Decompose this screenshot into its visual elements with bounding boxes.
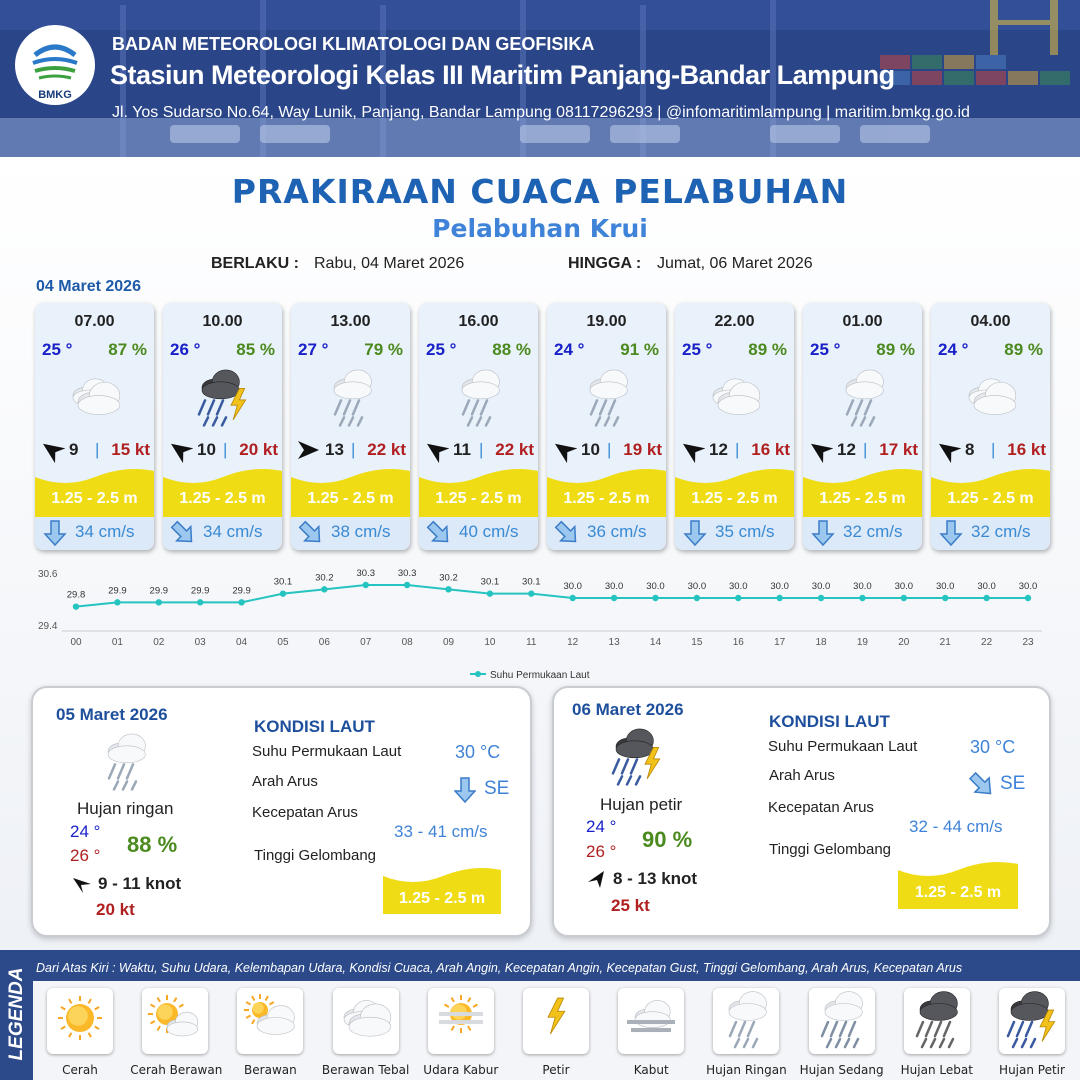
port-name: Pelabuhan Krui [432, 214, 648, 243]
legend-label: Suhu Permukaan Laut [490, 670, 590, 681]
slot-time: 01.00 [842, 313, 883, 330]
legend-description: Dari Atas Kiri : Waktu, Suhu Udara, Kelembapan Udara, Kondisi Cuaca, Arah Angin, Kecepatan Angin, Kecepatan Gust, Tinggi Gelombang, Arah Arus, Kecepatan Arus [33, 955, 1080, 981]
slot-wave-height: 1.25 - 2.5 m [563, 490, 650, 507]
current-arrow-icon [425, 519, 453, 547]
day3-wind-arrow [586, 869, 608, 894]
current-arrow-icon [681, 519, 709, 547]
slot-weather [953, 363, 1029, 438]
slot-current-direction [169, 519, 197, 550]
berawan-tebal-icon [57, 363, 133, 433]
forecast-card [163, 303, 282, 550]
current-arrow-icon [41, 519, 69, 547]
sst-point [611, 595, 617, 601]
sst-data-label: 30.0 [563, 581, 582, 592]
slot-current-speed: 40 cm/s [459, 522, 519, 541]
sst-data-label: 30.0 [646, 581, 665, 592]
slot-wave-height: 1.25 - 2.5 m [179, 490, 266, 507]
slot-wind-speed: 11 [453, 440, 471, 459]
sst-point [942, 595, 948, 601]
legend-item-label: Kabut [633, 1063, 669, 1077]
slot-time: 16.00 [458, 313, 499, 330]
sst-data-label: 29.8 [66, 589, 86, 601]
logo-text: BMKG [38, 89, 72, 101]
slot-weather [697, 363, 773, 438]
day3-dir: SE [1000, 773, 1026, 794]
sst-point [652, 595, 658, 601]
station-name: Stasiun Meteorologi Kelas III Maritim Panjang-Bandar Lampung [110, 60, 895, 90]
day2-speed: 33 - 41 cm/s [394, 822, 488, 841]
header-banner [0, 0, 1080, 157]
x-tick-label: 12 [567, 637, 579, 648]
legend-item-hujan-sedang [809, 988, 875, 1054]
day2-date: 05 Maret 2026 [56, 705, 168, 724]
x-tick-label: 06 [318, 637, 330, 648]
forecast-card [291, 303, 410, 550]
day2-speed-label: Kecepatan Arus [252, 804, 358, 821]
x-tick-label: 19 [856, 637, 868, 648]
wind-direction-icon [295, 437, 321, 463]
slot-temperature: 25 ° [810, 340, 841, 359]
slot-humidity: 79 % [364, 340, 403, 359]
slot-wave-height: 1.25 - 2.5 m [819, 490, 906, 507]
slot-humidity: 89 % [748, 340, 787, 359]
x-tick-label: 15 [691, 637, 703, 648]
sst-data-label: 30.0 [604, 581, 624, 592]
valid-from: Rabu, 04 Maret 2026 [314, 255, 465, 272]
sst-data-label: 29.9 [108, 585, 127, 597]
arrow-down-right-icon [968, 771, 996, 799]
day2-condition: Hujan ringan [77, 799, 174, 818]
day3-condition: Hujan petir [600, 795, 683, 814]
x-tick-label: 00 [70, 637, 82, 648]
slot-temperature: 24 ° [938, 340, 969, 359]
sst-point [735, 595, 741, 601]
sst-point [280, 590, 286, 596]
slot-humidity: 88 % [492, 340, 531, 359]
slot-humidity: 89 % [876, 340, 915, 359]
valid-to-label: HINGGA : [568, 255, 642, 272]
sst-data-label: 30.0 [894, 581, 914, 592]
sst-point [73, 603, 79, 609]
day3-gust: 25 kt [611, 896, 650, 915]
slot-wave-height: 1.25 - 2.5 m [947, 490, 1034, 507]
day2-current-arrow [454, 777, 476, 808]
slot-temperature: 26 ° [170, 340, 201, 359]
sst-point [818, 595, 824, 601]
hujan-ringan-icon [313, 363, 389, 433]
day1-date: 04 Maret 2026 [36, 278, 141, 295]
x-tick-label: 18 [815, 637, 827, 648]
sst-data-label: 30.0 [935, 581, 955, 592]
legend-item-label: Berawan Tebal [321, 1063, 410, 1077]
slot-gust: 16 kt [1007, 440, 1046, 459]
slot-wave-height: 1.25 - 2.5 m [51, 490, 138, 507]
sst-point [445, 586, 451, 592]
forecast-card [675, 303, 794, 550]
sst-data-label: 30.2 [439, 572, 458, 584]
x-tick-label: 20 [898, 637, 910, 648]
sst-data-label: 29.9 [149, 585, 169, 597]
slot-weather [57, 363, 133, 438]
slot-humidity: 85 % [236, 340, 275, 359]
slot-temperature: 27 ° [298, 340, 329, 359]
slot-gust: 22 kt [367, 440, 406, 459]
day3-humidity: 90 % [642, 827, 693, 852]
x-tick-label: 07 [360, 637, 372, 648]
slot-separator: | [223, 440, 228, 459]
station-address: Jl. Yos Sudarso No.64, Way Lunik, Panjang, Bandar Lampung 08117296293 | @infomaritimlampung | maritim.bmkg.go.id [112, 104, 970, 121]
hujan-petir-icon [999, 988, 1065, 1054]
x-tick-label: 16 [732, 637, 744, 648]
slot-separator: | [991, 440, 996, 459]
day3-sea-title: KONDISI LAUT [769, 712, 890, 731]
kabut-icon [618, 988, 684, 1054]
slot-current-direction [681, 519, 709, 550]
sst-data-label: 30.1 [480, 576, 500, 588]
legend-item-label: Berawan [244, 1063, 297, 1077]
forecast-card [931, 303, 1050, 550]
sst-point [694, 595, 700, 601]
x-tick-label: 01 [111, 637, 123, 648]
current-arrow-icon [297, 519, 325, 547]
hujan-sedang-icon [809, 988, 875, 1054]
x-tick-label: 02 [153, 637, 165, 648]
day3-speed-label: Kecepatan Arus [768, 799, 874, 816]
slot-wind-speed: 12 [709, 440, 728, 459]
arrow-down-icon [454, 777, 476, 803]
slot-time: 04.00 [970, 313, 1011, 330]
slot-current-direction [425, 519, 453, 550]
hujan-ringan-icon [713, 988, 779, 1054]
current-arrow-icon [809, 519, 837, 547]
day3-wind: 8 - 13 knot [613, 869, 698, 888]
day3-weather-icon [598, 722, 676, 797]
current-arrow-icon [553, 519, 581, 547]
legend-marker [475, 671, 481, 677]
x-tick-label: 13 [608, 637, 620, 648]
x-tick-label: 08 [401, 637, 413, 648]
legend-item-udara-kabur [428, 988, 494, 1054]
sst-point [1025, 595, 1031, 601]
legend-item-hujan-ringan [713, 988, 779, 1054]
sst-data-label: 30.1 [522, 576, 541, 588]
day2-dir: SE [484, 778, 510, 799]
sst-point [859, 595, 865, 601]
legend-item-kabut [618, 988, 684, 1054]
legend-item-label: Cerah [62, 1063, 98, 1077]
x-tick-label: 21 [939, 637, 951, 648]
valid-to: Jumat, 06 Maret 2026 [657, 255, 813, 272]
wind-direction-icon [807, 437, 833, 463]
slot-weather [825, 363, 901, 438]
berawan-tebal-icon [697, 363, 773, 433]
slot-time: 07.00 [74, 313, 115, 330]
sst-point [569, 595, 575, 601]
x-tick-label: 10 [484, 637, 496, 648]
sst-data-label: 30.0 [977, 581, 996, 592]
day2-tmax: 26 ° [70, 846, 101, 865]
x-tick-label: 11 [526, 637, 537, 648]
slot-humidity: 89 % [1004, 340, 1043, 359]
hujan-lebat-icon [904, 988, 970, 1054]
day2-wind-arrow [71, 874, 93, 899]
berawan-tebal-icon [333, 988, 399, 1054]
slot-temperature: 25 ° [682, 340, 713, 359]
slot-wave-height: 1.25 - 2.5 m [307, 490, 394, 507]
sst-data-label: 30.0 [853, 581, 872, 592]
day2-tmin: 24 ° [70, 822, 101, 841]
sst-data-label: 30.3 [397, 568, 417, 579]
slot-wind-speed: 12 [837, 440, 856, 459]
forecast-card [547, 303, 666, 550]
slot-gust: 15 kt [111, 440, 150, 459]
slot-current-speed: 32 cm/s [843, 522, 903, 541]
x-tick-label: 09 [442, 637, 455, 648]
org-name: BADAN METEOROLOGI KLIMATOLOGI DAN GEOFISIKA [112, 34, 595, 54]
petir-icon [523, 988, 589, 1054]
slot-separator: | [863, 440, 868, 459]
day2-sea-title: KONDISI LAUT [254, 717, 375, 736]
slot-current-speed: 36 cm/s [587, 522, 647, 541]
sst-data-label: 30.0 [687, 581, 707, 592]
slot-separator: | [735, 440, 740, 459]
slot-temperature: 25 ° [42, 340, 73, 359]
legend-item-petir [523, 988, 589, 1054]
slot-current-speed: 35 cm/s [715, 522, 775, 541]
day3-tmax: 26 ° [586, 842, 617, 861]
slot-time: 13.00 [330, 313, 371, 330]
legend-item-hujan-petir [999, 988, 1065, 1054]
day2-sst-label: Suhu Permukaan Laut [252, 743, 402, 760]
slot-humidity: 91 % [620, 340, 659, 359]
legend-item-berawan-tebal [333, 988, 399, 1054]
legend-title-box [0, 955, 33, 1080]
day2-wave: 1.25 - 2.5 m [398, 890, 486, 907]
wind-direction-icon [586, 869, 608, 889]
slot-separator: | [95, 440, 100, 459]
day2-wind: 9 - 11 knot [98, 874, 182, 893]
sst-data-label: 29.9 [232, 585, 251, 597]
day3-current-arrow [968, 771, 996, 804]
slot-temperature: 25 ° [426, 340, 457, 359]
sst-data-label: 30.0 [1018, 581, 1038, 592]
slot-current-speed: 32 cm/s [971, 522, 1031, 541]
slot-time: 10.00 [202, 313, 243, 330]
x-tick-label: 04 [236, 637, 248, 648]
sst-line-chart [0, 562, 1080, 682]
wind-direction-icon [167, 437, 193, 463]
forecast-card [419, 303, 538, 550]
sst-data-label: 29.9 [190, 585, 210, 597]
slot-weather [313, 363, 389, 438]
cerah-icon [47, 988, 113, 1054]
bmkg-logo [15, 25, 95, 105]
slot-current-speed: 38 cm/s [331, 522, 391, 541]
slot-current-speed: 34 cm/s [75, 522, 135, 541]
slot-current-direction [937, 519, 965, 550]
legend-item-cerah [47, 988, 113, 1054]
slot-wind-speed: 13 [325, 440, 344, 459]
wind-direction-icon [423, 437, 449, 463]
slot-wind-speed: 10 [197, 440, 216, 459]
current-arrow-icon [937, 519, 965, 547]
slot-separator: | [479, 440, 484, 459]
slot-wind-speed: 10 [581, 440, 600, 459]
sst-data-label: 30.0 [811, 581, 831, 592]
slot-gust: 17 kt [879, 440, 918, 459]
slot-time: 22.00 [714, 313, 755, 330]
valid-from-label: BERLAKU : [211, 255, 299, 272]
wind-direction-icon [935, 437, 961, 463]
slot-wave-height: 1.25 - 2.5 m [691, 490, 778, 507]
day3-wave-label: Tinggi Gelombang [769, 841, 892, 858]
sst-point [238, 599, 244, 605]
slot-weather [441, 363, 517, 438]
sst-point [197, 599, 203, 605]
wind-direction-icon [551, 437, 577, 463]
slot-weather [569, 363, 645, 438]
sst-series-line [76, 585, 1028, 607]
day3-speed: 32 - 44 cm/s [909, 817, 1003, 836]
slot-wind-speed: 8 [965, 440, 975, 459]
sst-point [404, 582, 410, 588]
wind-direction-icon [679, 437, 705, 463]
day3-sst-label: Suhu Permukaan Laut [768, 738, 918, 755]
sst-point [901, 595, 907, 601]
wind-direction-icon [71, 874, 93, 894]
sst-data-label: 30.2 [315, 572, 334, 584]
wind-direction-icon [39, 437, 65, 463]
day2-weather-icon [88, 727, 162, 802]
day2-dir-label: Arah Arus [252, 773, 318, 790]
slot-gust: 20 kt [239, 440, 278, 459]
hujan-petir-icon [598, 722, 676, 792]
hujan-ringan-icon [825, 363, 901, 433]
slot-current-direction [41, 519, 69, 550]
sst-point [983, 595, 989, 601]
sst-point [776, 595, 782, 601]
slot-gust: 16 kt [751, 440, 790, 459]
x-tick-label: 03 [194, 637, 206, 648]
y-tick-label: 30.6 [38, 569, 58, 580]
x-tick-label: 14 [649, 637, 662, 648]
day3-dir-label: Arah Arus [769, 767, 835, 784]
hujan-ringan-icon [569, 363, 645, 433]
page-title: PRAKIRAAN CUACA PELABUHAN [231, 172, 849, 211]
legend-item-berawan [237, 988, 303, 1054]
sst-data-label: 30.3 [356, 568, 375, 579]
legend-item-label: Hujan Lebat [900, 1063, 973, 1077]
legend-item-cerah-berawan [142, 988, 208, 1054]
slot-separator: | [607, 440, 612, 459]
sst-point [487, 590, 493, 596]
hujan-petir-icon [185, 363, 261, 433]
day2-gust: 20 kt [96, 900, 135, 919]
slot-wind-speed: 9 [69, 440, 79, 459]
cerah-berawan-icon [142, 988, 208, 1054]
slot-gust: 19 kt [623, 440, 662, 459]
sst-point [156, 599, 162, 605]
legend-item-label: Petir [542, 1063, 570, 1077]
day2-sst: 30 °C [455, 742, 501, 762]
legend-item-hujan-lebat [904, 988, 970, 1054]
hujan-ringan-icon [441, 363, 517, 433]
slot-current-direction [553, 519, 581, 550]
sst-point [363, 582, 369, 588]
slot-current-direction [809, 519, 837, 550]
udara-kabur-icon [428, 988, 494, 1054]
x-tick-label: 23 [1022, 637, 1034, 648]
sst-data-label: 30.1 [273, 576, 293, 588]
legend-item-label: Hujan Ringan [706, 1063, 787, 1077]
slot-current-speed: 34 cm/s [203, 522, 263, 541]
legend-item-label: Cerah Berawan [130, 1063, 223, 1077]
legend-item-label: Hujan Petir [999, 1063, 1065, 1077]
slot-time: 19.00 [586, 313, 627, 330]
day2-wave-label: Tinggi Gelombang [254, 847, 377, 864]
day3-wave: 1.25 - 2.5 m [914, 884, 1002, 901]
sst-point [321, 586, 327, 592]
slot-wave-height: 1.25 - 2.5 m [435, 490, 522, 507]
slot-separator: | [351, 440, 356, 459]
day3-sst: 30 °C [970, 737, 1016, 757]
forecast-card [803, 303, 922, 550]
sst-data-label: 30.0 [729, 581, 748, 592]
slot-temperature: 24 ° [554, 340, 585, 359]
legend-item-label: Hujan Sedang [799, 1063, 884, 1077]
current-arrow-icon [169, 519, 197, 547]
slot-gust: 22 kt [495, 440, 534, 459]
sst-point [528, 590, 534, 596]
sst-point [114, 599, 120, 605]
x-tick-label: 05 [277, 637, 289, 648]
x-tick-label: 17 [774, 637, 786, 648]
y-tick-label: 29.4 [38, 621, 58, 632]
legend-item-label: Udara Kabur [423, 1063, 499, 1077]
slot-humidity: 87 % [108, 340, 147, 359]
x-tick-label: 22 [981, 637, 993, 648]
forecast-card [35, 303, 154, 550]
day2-humidity: 88 % [127, 832, 178, 857]
berawan-icon [237, 988, 303, 1054]
slot-weather [185, 363, 261, 438]
day3-tmin: 24 ° [586, 817, 617, 836]
sst-data-label: 30.0 [770, 581, 789, 592]
legend-title: LEGENDA [6, 967, 27, 1061]
berawan-tebal-icon [953, 363, 1029, 433]
slot-current-direction [297, 519, 325, 550]
hujan-ringan-icon [88, 727, 162, 797]
day3-date: 06 Maret 2026 [572, 700, 684, 719]
